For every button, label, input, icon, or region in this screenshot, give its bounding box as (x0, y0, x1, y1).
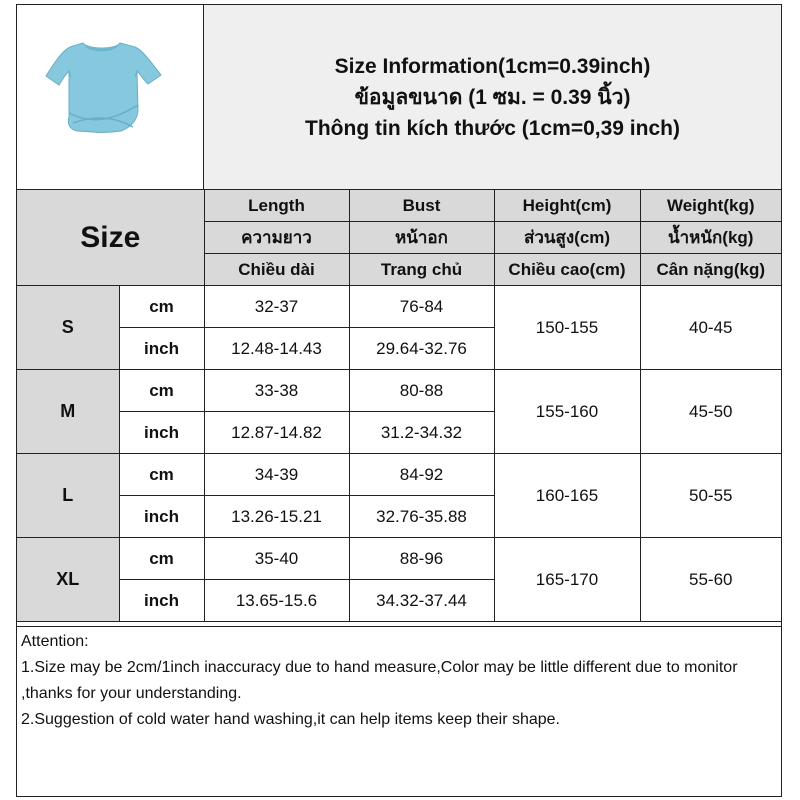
col-weight-th: น้ำหนัก(kg) (640, 222, 781, 254)
height-range: 165-170 (494, 538, 640, 622)
height-range: 150-155 (494, 286, 640, 370)
bust-inch: 32.76-35.88 (349, 496, 494, 538)
bust-inch: 29.64-32.76 (349, 328, 494, 370)
length-inch: 13.26-15.21 (204, 496, 349, 538)
col-bust-th: หน้าอก (349, 222, 494, 254)
size-l: L (17, 454, 119, 538)
size-m: M (17, 370, 119, 454)
table-row (17, 370, 781, 412)
size-info-title (204, 5, 781, 189)
col-length-en: Length (204, 190, 349, 222)
weight-range: 40-45 (640, 286, 781, 370)
table-row (17, 454, 781, 496)
col-height-th: ส่วนสูง(cm) (494, 222, 640, 254)
weight-range: 50-55 (640, 454, 781, 538)
size-table (17, 190, 781, 622)
title-thai: ข้อมูลขนาด (1 ซม. = 0.39 นิ้ว) (354, 85, 631, 109)
length-cm: 32-37 (204, 286, 349, 328)
title-vietnamese: Thông tin kích thước (1cm=0,39 inch) (305, 116, 680, 140)
col-bust-en: Bust (349, 190, 494, 222)
length-cm: 35-40 (204, 538, 349, 580)
table-row (17, 286, 781, 328)
length-inch: 13.65-15.6 (204, 580, 349, 622)
col-length-th: ความยาว (204, 222, 349, 254)
col-height-vi: Chiều cao(cm) (494, 254, 640, 286)
weight-range: 45-50 (640, 370, 781, 454)
unit-inch: inch (119, 496, 204, 538)
unit-inch: inch (119, 328, 204, 370)
unit-cm: cm (119, 538, 204, 580)
table-row (17, 538, 781, 580)
col-weight-en: Weight(kg) (640, 190, 781, 222)
length-cm: 34-39 (204, 454, 349, 496)
bust-cm: 88-96 (349, 538, 494, 580)
bust-inch: 34.32-37.44 (349, 580, 494, 622)
attention-notes (17, 626, 781, 796)
unit-cm: cm (119, 370, 204, 412)
notes-heading: Attention: (21, 633, 89, 650)
bust-inch: 31.2-34.32 (349, 412, 494, 454)
chart-header (17, 5, 781, 190)
length-inch: 12.87-14.82 (204, 412, 349, 454)
bust-cm: 76-84 (349, 286, 494, 328)
size-header: Size (17, 190, 204, 286)
note-item: 1.Size may be 2cm/1inch inaccuracy due to hand measure,Color may be little different due to monitor ,thanks for your understanding. (21, 659, 738, 702)
product-image (17, 5, 204, 189)
bust-cm: 84-92 (349, 454, 494, 496)
unit-cm: cm (119, 286, 204, 328)
col-weight-vi: Cân nặng(kg) (640, 254, 781, 286)
col-length-vi: Chiều dài (204, 254, 349, 286)
size-s: S (17, 286, 119, 370)
crop-top-shirt-icon (17, 5, 203, 189)
length-cm: 33-38 (204, 370, 349, 412)
col-bust-vi: Trang chủ (349, 254, 494, 286)
size-xl: XL (17, 538, 119, 622)
length-inch: 12.48-14.43 (204, 328, 349, 370)
size-chart (16, 4, 782, 797)
height-range: 160-165 (494, 454, 640, 538)
col-height-en: Height(cm) (494, 190, 640, 222)
weight-range: 55-60 (640, 538, 781, 622)
bust-cm: 80-88 (349, 370, 494, 412)
height-range: 155-160 (494, 370, 640, 454)
unit-cm: cm (119, 454, 204, 496)
unit-inch: inch (119, 580, 204, 622)
note-item: 2.Suggestion of cold water hand washing,it can help items keep their shape. (21, 711, 560, 728)
title-english: Size Information(1cm=0.39inch) (334, 54, 651, 78)
unit-inch: inch (119, 412, 204, 454)
